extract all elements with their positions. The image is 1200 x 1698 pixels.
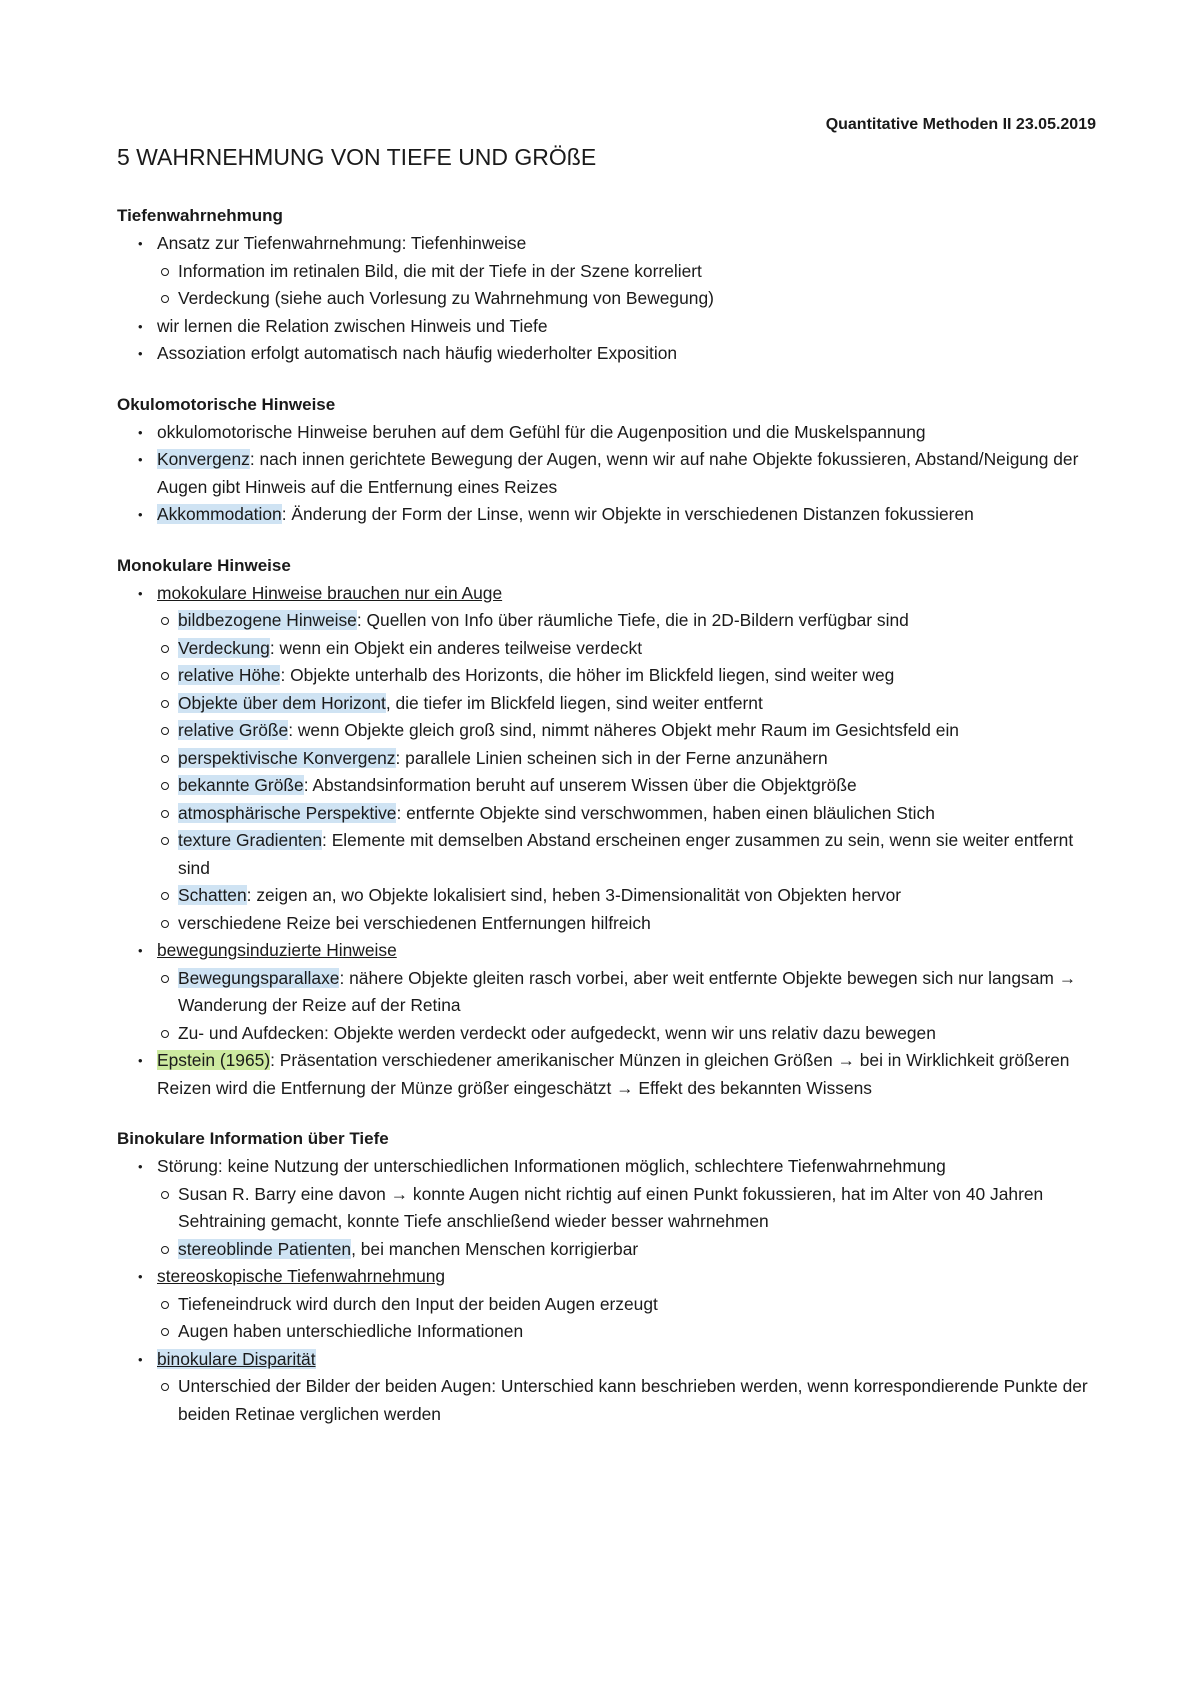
section-heading: Monokulare Hinweise <box>117 555 291 575</box>
sub-list-item <box>157 1373 1107 1428</box>
underlined-heading: binokulare Disparität <box>157 1348 316 1369</box>
section-heading: Okulomotorische Hinweise <box>117 394 336 414</box>
item-text: : Abstandsinformation beruht auf unserem Wissen über die Objektgröße <box>303 775 857 795</box>
highlighted-term: stereoblinde Patienten <box>178 1238 352 1259</box>
item-text: verschiedene Reize bei verschiedenen Entfernungen hilfreich <box>178 912 651 933</box>
list-item <box>117 446 1107 501</box>
bullet-list <box>117 419 1107 529</box>
list-item <box>117 501 1107 529</box>
highlighted-term: relative Größe <box>178 720 289 740</box>
sub-list <box>157 258 1107 313</box>
highlighted-term: Akkommodation <box>157 504 282 524</box>
sub-list-item <box>157 635 1107 663</box>
item-text: Ansatz zur Tiefenwahrnehmung: Tiefenhinweise <box>157 233 527 253</box>
section-okulomotorische-hinweise <box>117 391 1107 529</box>
bullet-list <box>117 1153 1107 1428</box>
document-title: 5 WAHRNEHMUNG VON TIEFE UND GRÖßE <box>117 144 597 170</box>
item-text: : Quellen von Info über räumliche Tiefe, die in 2D-Bildern verfügbar sind <box>356 610 909 630</box>
sub-list-item <box>157 690 1107 718</box>
section-binokulare-information <box>117 1125 1107 1428</box>
sub-list-item <box>157 717 1107 745</box>
highlighted-term: Schatten <box>178 885 247 905</box>
course-header: Quantitative Methoden II 23.05.2019 <box>825 116 1096 133</box>
highlighted-term: Konvergenz <box>157 449 250 469</box>
item-text: , bei manchen Menschen korrigierbar <box>351 1238 639 1259</box>
highlighted-term: relative Höhe <box>178 665 281 685</box>
sub-list <box>157 607 1107 937</box>
highlighted-term: Objekte über dem Horizont <box>178 692 386 713</box>
bullet-list <box>117 230 1107 368</box>
item-text: : Objekte unterhalb des Horizonts, die höher im Blickfeld liegen, sind weiter weg <box>280 665 895 685</box>
item-text: : wenn ein Objekt ein anderes teilweise verdeckt <box>269 637 643 658</box>
item-text: wir lernen die Relation zwischen Hinweis und Tiefe <box>157 315 548 336</box>
list-item <box>117 1047 1107 1102</box>
highlighted-term: bildbezogene Hinweise <box>178 610 357 630</box>
section-monokulare-hinweise <box>117 552 1107 1103</box>
sub-list-item <box>157 1020 1107 1048</box>
item-text: Assoziation erfolgt automatisch nach häufig wiederholter Exposition <box>157 343 678 363</box>
sub-list-item <box>157 882 1107 910</box>
sub-list-item <box>157 965 1107 1020</box>
item-text: : Elemente mit demselben Abstand erscheinen enger zusammen zu sein, wenn sie weiter entfernt sind <box>178 830 1074 878</box>
section-heading: Tiefenwahrnehmung <box>117 206 283 225</box>
item-text: Augen haben unterschiedliche Informationen <box>178 1321 524 1341</box>
item-text: : nach innen gerichtete Bewegung der Augen, wenn wir auf nahe Objekte fokussieren, Abstand/Neigung der Augen gibt Hinweis auf die Entfernung eines Reizes <box>157 449 1079 497</box>
list-item <box>117 230 1107 313</box>
list-item <box>117 937 1107 1047</box>
sub-list-item <box>157 800 1107 828</box>
highlighted-term: Epstein (1965) <box>157 1050 271 1070</box>
sub-list-item <box>157 1236 1107 1264</box>
list-item <box>117 1263 1107 1346</box>
highlighted-term: Bewegungsparallaxe <box>178 967 340 988</box>
list-item <box>117 313 1107 341</box>
item-text: Zu- und Aufdecken: Objekte werden verdeckt oder aufgedeckt, wenn wir uns relativ dazu bewegen <box>178 1022 936 1043</box>
list-item <box>117 1346 1107 1429</box>
highlighted-term: atmosphärische Perspektive <box>178 802 397 823</box>
item-text: Tiefeneindruck wird durch den Input der beiden Augen erzeugt <box>178 1293 658 1314</box>
sub-list-item <box>157 662 1107 690</box>
item-text: : parallele Linien scheinen sich in der Ferne anzunähern <box>395 747 828 768</box>
sub-list-item <box>157 910 1107 938</box>
section-tiefenwahrnehmung <box>117 202 1107 368</box>
sub-list-item <box>157 1318 1107 1346</box>
highlighted-term: perspektivische Konvergenz <box>178 747 396 768</box>
sub-list-item <box>157 827 1107 882</box>
document-content <box>117 202 1107 1451</box>
list-item <box>117 419 1107 447</box>
sub-list-item <box>157 1181 1107 1236</box>
item-text: okkulomotorische Hinweise beruhen auf dem Gefühl für die Augenposition und die Muskelspannung <box>157 421 926 442</box>
sub-list-item <box>157 285 1107 313</box>
item-text: Verdeckung (siehe auch Vorlesung zu Wahrnehmung von Bewegung) <box>178 288 714 308</box>
sub-list-item <box>157 258 1107 286</box>
sub-list-item <box>157 772 1107 800</box>
item-text: : wenn Objekte gleich groß sind, nimmt näheres Objekt mehr Raum im Gesichtsfeld ein <box>288 720 959 740</box>
item-text: Unterschied der Bilder der beiden Augen: Unterschied kann beschrieben werden, wenn korrespondierende Punkte der beiden Retinae verglichen werden <box>178 1376 1088 1424</box>
sub-list <box>157 1181 1107 1264</box>
sub-list-item <box>157 1291 1107 1319</box>
item-text: , die tiefer im Blickfeld liegen, sind weiter entfernt <box>385 692 763 713</box>
underlined-heading: stereoskopische Tiefenwahrnehmung <box>157 1266 446 1286</box>
sub-list-item <box>157 745 1107 773</box>
item-text: : Präsentation verschiedener amerikanischer Münzen in gleichen Größen → bei in Wirklichkeit größeren Reizen wird die Entfernung der Münze größer eingeschätzt → Effekt des bekannten Wissens <box>157 1050 1070 1098</box>
item-text: Information im retinalen Bild, die mit der Tiefe in der Szene korreliert <box>178 260 702 281</box>
section-heading: Binokulare Information über Tiefe <box>117 1129 389 1148</box>
sub-list <box>157 1291 1107 1346</box>
item-text: : nähere Objekte gleiten rasch vorbei, aber weit entfernte Objekte bewegen sich nur langsam → Wanderung der Reize auf der Retina <box>178 967 1077 1015</box>
sub-list <box>157 1373 1107 1428</box>
item-text: Susan R. Barry eine davon → konnte Augen nicht richtig auf einen Punkt fokussieren, hat im Alter von 40 Jahren Sehtraining gemacht, konnte Tiefe anschließend wieder besser wahrnehmen <box>178 1183 1044 1231</box>
item-text: : entfernte Objekte sind verschwommen, haben einen bläulichen Stich <box>396 802 935 823</box>
list-item <box>117 1153 1107 1263</box>
sub-list <box>157 965 1107 1048</box>
highlighted-term: bekannte Größe <box>178 775 304 795</box>
bullet-list <box>117 580 1107 1103</box>
underlined-heading: mokokulare Hinweise brauchen nur ein Auge <box>157 582 503 603</box>
list-item <box>117 340 1107 368</box>
list-item <box>117 580 1107 938</box>
highlighted-term: Verdeckung <box>178 637 270 658</box>
highlighted-term: texture Gradienten <box>178 830 323 850</box>
item-text: : Änderung der Form der Linse, wenn wir Objekte in verschiedenen Distanzen fokussieren <box>281 504 974 524</box>
item-text: : zeigen an, wo Objekte lokalisiert sind, heben 3-Dimensionalität von Objekten hervor <box>246 885 902 905</box>
sub-list-item <box>157 607 1107 635</box>
underlined-heading: bewegungsinduzierte Hinweise <box>157 940 397 960</box>
item-text: Störung: keine Nutzung der unterschiedlichen Informationen möglich, schlechtere Tiefenwahrnehmung <box>157 1156 946 1176</box>
